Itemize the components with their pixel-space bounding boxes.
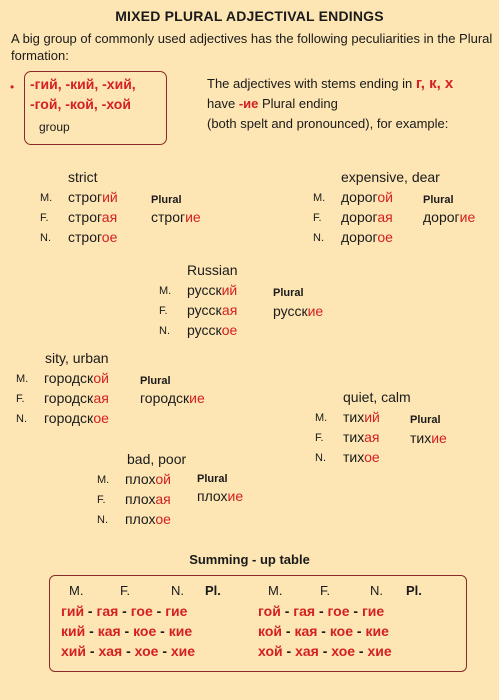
form-word: тихая <box>343 429 380 445</box>
plural-form: плохие <box>197 488 244 504</box>
summary-title: Summing - up table <box>189 552 310 567</box>
form-row <box>97 511 277 531</box>
form-word: городское <box>44 410 109 426</box>
form-row <box>313 229 493 249</box>
plural-label: Plural <box>423 194 454 206</box>
rule-ending: -ие <box>238 96 259 111</box>
form-row <box>16 370 236 390</box>
form-label: M. <box>16 373 29 385</box>
summary-row: кой - кая - кое - кие <box>258 623 389 639</box>
header-cell: Pl. <box>205 583 221 598</box>
header-cell: M. <box>69 583 84 598</box>
group-title: strict <box>68 169 98 185</box>
form-label: M. <box>97 474 110 486</box>
form-word: строгая <box>68 209 118 225</box>
group-title: expensive, dear <box>341 169 440 185</box>
plural-label: Plural <box>273 287 304 299</box>
form-label: N. <box>16 413 27 425</box>
form-row <box>16 410 236 430</box>
form-word: городской <box>44 370 109 386</box>
form-row <box>40 209 240 229</box>
plural-label: Plural <box>151 194 182 206</box>
summary-row: гой - гая - гое - гие <box>258 603 385 619</box>
header-cell: N. <box>171 583 184 598</box>
plural-form: строгие <box>151 209 201 225</box>
form-label: N. <box>97 514 108 526</box>
endings-box <box>24 71 167 145</box>
form-row <box>315 429 495 449</box>
form-label: M. <box>40 192 53 204</box>
form-word: дорогое <box>341 229 393 245</box>
form-label: M. <box>159 285 172 297</box>
rule-line3: (both spelt and pronounced), for example: <box>207 116 449 131</box>
form-row <box>315 449 495 469</box>
form-row <box>159 302 359 322</box>
rule-consonants: г, к, х <box>415 75 454 92</box>
summary-row: кий - кая - кое - кие <box>61 623 193 639</box>
form-label: F. <box>315 432 324 444</box>
form-word: русская <box>187 302 238 318</box>
form-word: дорогой <box>341 189 393 205</box>
form-row <box>315 409 495 429</box>
endings-line-2: -гой, -кой, -хой <box>30 96 131 112</box>
plural-form: дорогие <box>423 209 476 225</box>
form-word: городская <box>44 390 109 406</box>
plural-label: Plural <box>140 375 171 387</box>
group-title: bad, poor <box>127 451 187 467</box>
bullet-icon: • <box>10 80 15 94</box>
summary-row: гий - гая - гое - гие <box>61 603 188 619</box>
form-label: N. <box>159 325 170 337</box>
form-word: русский <box>187 282 238 298</box>
form-label: M. <box>315 412 328 424</box>
summary-row: хий - хая - хое - хие <box>61 643 196 659</box>
endings-line-1: -гий, -кий, -хий, <box>30 76 136 92</box>
form-label: F. <box>159 305 168 317</box>
form-word: дорогая <box>341 209 393 225</box>
summary-table <box>49 575 467 672</box>
rule-part1: The adjectives with stems ending in <box>207 76 416 91</box>
form-label: F. <box>97 494 106 506</box>
rule-line2-a: have <box>207 96 239 111</box>
form-row <box>40 229 240 249</box>
form-word: плохая <box>125 491 171 507</box>
form-label: F. <box>16 393 25 405</box>
form-label: M. <box>313 192 326 204</box>
rule-line2-b: Plural ending <box>258 96 338 111</box>
form-word: русское <box>187 322 238 338</box>
form-label: F. <box>40 212 49 224</box>
summary-row: хой - хая - хое - хие <box>258 643 392 659</box>
rule-text <box>207 74 497 134</box>
plural-form: русские <box>273 303 324 319</box>
plural-form: городские <box>140 390 205 406</box>
header-cell: N. <box>370 583 383 598</box>
endings-group-label: group <box>39 120 70 134</box>
form-word: плохой <box>125 471 171 487</box>
form-row <box>97 471 277 491</box>
form-label: F. <box>313 212 322 224</box>
group-title: sity, urban <box>45 350 109 366</box>
header-cell: F. <box>320 583 331 598</box>
header-cell: M. <box>268 583 283 598</box>
form-word: плохое <box>125 511 171 527</box>
page-title: MIXED PLURAL ADJECTIVAL ENDINGS <box>115 8 384 24</box>
form-word: тихий <box>343 409 380 425</box>
group-title: quiet, calm <box>343 389 411 405</box>
plural-form: тихие <box>410 430 447 446</box>
group-title: Russian <box>187 262 238 278</box>
form-label: N. <box>315 452 326 464</box>
form-label: N. <box>313 232 324 244</box>
form-label: N. <box>40 232 51 244</box>
intro-text: A big group of commonly used adjectives has the following peculiarities in the Plural formation: <box>11 31 493 63</box>
form-row <box>313 189 493 209</box>
form-row <box>159 322 359 342</box>
header-cell: Pl. <box>406 583 422 598</box>
form-word: строгое <box>68 229 118 245</box>
plural-label: Plural <box>410 414 441 426</box>
form-row <box>40 189 240 209</box>
form-row <box>159 282 359 302</box>
form-word: тихое <box>343 449 380 465</box>
header-cell: F. <box>120 583 131 598</box>
form-word: строгий <box>68 189 118 205</box>
form-row <box>97 491 277 511</box>
plural-label: Plural <box>197 473 228 485</box>
